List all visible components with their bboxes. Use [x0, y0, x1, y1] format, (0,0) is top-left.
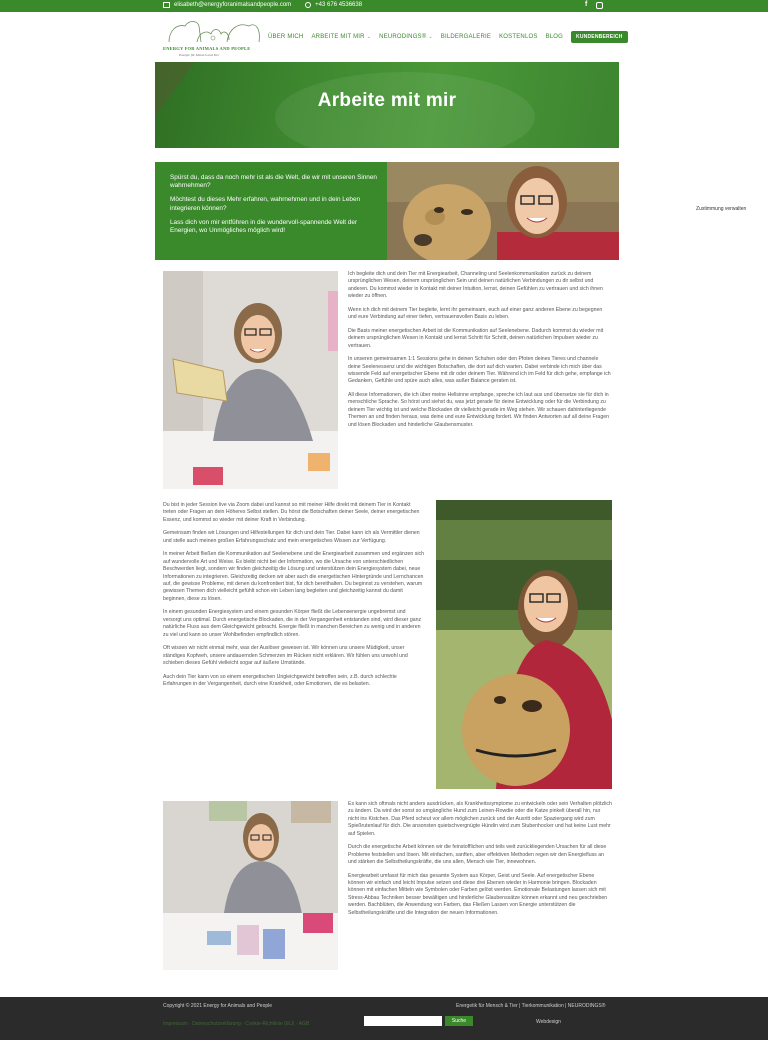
main-nav [268, 31, 628, 43]
facebook-icon[interactable]: f [585, 1, 588, 8]
nav-item-ueber-mich[interactable]: ÜBER MICH [268, 34, 304, 40]
body-paragraph: In einem gesunden Energiesystem und einem gesunden Körper fließt die Lebensenergie ungebremst und versorgt uns optimal. Durch energetische Blockaden, die in der Vergangenheit entstanden sind, wird dieser ganz natürliche Fluss aus dem Gleichgewicht gebracht. Energie fließt in manchen Bereichen zu wenig und in anderen zu viel und kann so unser Wohlbefinden empfindlich stören. [163, 609, 422, 638]
intro-photo-woman-dog [387, 162, 619, 260]
body-paragraph: Auch dein Tier kann von so einem energetischen Ungleichgewicht betroffen sein, z.B. durch schlechte Erfahrungen in der Vergangenheit, durch eine Krankheit, oder Emotionen, die es belasten. [163, 673, 397, 688]
search-input[interactable] [364, 1016, 442, 1026]
nav-item-neurodings[interactable] [379, 34, 433, 40]
body-paragraph: Ich begleite dich und dein Tier mit Energiearbeit, Channeling und Seelenkommunikation zurück zu deinem ursprünglichen Wesen, deinem ursprünglichen Sein und deinen natürlichen Verbindungen zu dir selbst und anderen. Du kommst wieder in Kontakt mit deiner Intuition, lernst, deinen Gefühlen zu vertrauen und sich ihnen wieder zu öffnen. [348, 271, 603, 300]
nav-item-bildergalerie[interactable]: BILDERGALERIE [440, 34, 492, 40]
section-3-text [348, 801, 612, 923]
body-paragraph: Wenn ich dich mit deinem Tier begleite, lernt ihr gemeinsam, euch auf einer ganz anderen Ebene zu begegnen und eure Verbindung auf einer tiefen, vertrauensvollen Basis zu leben. [348, 306, 603, 321]
body-paragraph: Du bist in jeder Session live via Zoom dabei und kannst so mit meiner Hilfe direkt mit deinem Tier in Kontakt treten oder Fragen an dein Höheres Selbst stellen. Du hörst die Botschaften deiner Seele, deiner energetischen Essenz, und kommst so wieder mit deiner Kraft in Verbindung. [163, 502, 420, 523]
legal-links[interactable]: Impressum · Datenschutzerklärung · Cookie-Richtlinie (EU) · AGB [163, 1021, 310, 1027]
copyright-text: Copyright © 2021 Energy for Animals and People [163, 1003, 273, 1009]
body-paragraph: Die Basis meiner energetischen Arbeit ist die Kommunikation auf Seelenebene. Dadurch kommst du wieder mit deinem ursprünglichen Wesen in Kontakt und lernst Schritt für Schritt, deinen natürlichen Impulsen wieder zu vertrauen. [348, 327, 604, 349]
footer-links[interactable]: Energetik für Mensch & Tier | Tierkommunikation | NEURODINGS® [456, 1003, 606, 1009]
body-paragraph: In unseren gemeinsamen 1:1 Sessions gehe in deinen Schuhen oder den Pfoten deines Tieres und channele deine Seelenessenz und die wichtigen Botschaften, die dort auf dich warten. Dabei verbinde ich mich über das wissende Feld auf energetischer Ebene mit dir oder deinem Tier. Während ich im Feld für dich gehe, empfange ich Gedanken, Gefühle und spüre auch alles, was außer Balance geraten ist. [348, 356, 611, 385]
body-paragraph: All diese Informationen, die ich über meine Hellsinne empfange, spreche ich laut aus und übersetze sie für dich in menschliche Sprache. So hörst und siehst du, was jetzt gerade für deine Entwicklung oder für die Verbindung zu deinem Tier wichtig ist und welche Blockaden dir vielleicht gerade im Weg stehen. Wir schauen dahinterliegende Themen an und finden heraus, was deine und eure Entwicklung fordert. Wir finden Antworten auf all deine Fragen und lösen Blockaden und hinderliche Glaubensmuster. [348, 392, 609, 428]
body-paragraph: Durch die energetische Arbeit können wir die feinstofflichen und teils weit zurückliegenden Ursachen für all diese Probleme feststellen und lösen. Mit einfachen, sanften, aber effektiven Methoden regen wir den Energiefluss an und stärken die Selbstheilungskräfte, die uns allen, Mensch wie Tier, innewohnen. [348, 844, 607, 866]
intro-paragraph: Spürst du, dass da noch mehr ist als die Welt, die wir mit unseren Sinnen wahrnehmen? [170, 174, 377, 190]
nav-item-blog[interactable]: BLOG [545, 34, 564, 40]
instagram-icon[interactable] [596, 2, 603, 9]
social-links [585, 1, 603, 9]
nav-label: ARBEITE MIT MIR [311, 34, 365, 40]
intro-photo-illustration [387, 162, 619, 260]
phone-link[interactable]: +43 676 4536638 [315, 2, 363, 8]
intro-block [155, 162, 619, 260]
photo-woman-with-cards-table [163, 801, 338, 970]
photo-illustration [163, 801, 338, 970]
nav-label: NEURODINGS® [379, 34, 427, 40]
body-paragraph: Gemeinsam finden wir Lösungen und Hilfestellungen für dich und dein Tier. Dabei kann ich als Vermittler dienen und stelle auch meinen großen Erfahrungsschatz und mein energetisches Wissen zur Verfügung. [163, 530, 420, 544]
mail-icon [163, 2, 170, 8]
intro-text [170, 174, 380, 241]
contact-info [163, 2, 362, 8]
logo-animals-icon [163, 16, 265, 46]
site-footer [0, 997, 768, 1040]
photo-woman-with-dog-outdoors [436, 500, 612, 789]
photo-illustration [436, 500, 612, 789]
section-2-text [163, 502, 425, 695]
nav-item-arbeite-mit-mir[interactable] [311, 34, 371, 40]
photo-woman-reading-cards [163, 271, 338, 489]
body-paragraph: Energiearbeit umfasst für mich das gesamte System aus Körper, Geist und Seele. Auf energetischer Ebene können wir einfach und leicht Impulse setzen und diese drei Ebenen wieder in Harmonie bringen. Blockaden können mit einfachen Mitteln wie Symbolen oder Farben gelöst werden. Emotionale Belastungen lassen sich mit Stress-Abbau Techniken besser bewältigen und hinderliche Glaubenssätze können erkannt und neu geschrieben werden. Bachblüten, die Anwendung von Farben, das Fließen Lassen von Energie unterstützen die Selbstheilungskräfte und die Integration der neuen Informationen. [348, 872, 608, 916]
email-link[interactable]: elisabeth@energyforanimalsandpeople.com [174, 2, 292, 8]
search-button[interactable]: Suche [445, 1016, 473, 1026]
intro-paragraph: Lass dich von mir entführen in die wundervoll-spannende Welt der Energien, wo Unmögliches möglich wird! [170, 218, 358, 235]
webdesign-credit[interactable]: Webdesign [536, 1019, 561, 1025]
chevron-down-icon: ⌄ [428, 34, 433, 40]
hero-banner [155, 62, 619, 148]
intro-paragraph: Möchtest du dieses Mehr erfahren, wahrnehmen und in dein Leben integrieren können? [170, 196, 361, 212]
body-paragraph: Es kann sich oftmals nicht anders ausdrücken, als Krankheitssymptome zu entwickeln oder sein Verhalten plötzlich zu ändern. Da wird der sonst so umgängliche Hund zum Leinen-Rowdie oder die Katze pinkelt überall hin, nur nicht ins Kistchen. Das Pferd scheut vor allem möglichen zurück und der Ausritt oder Spaziergang wird zum Spießrutenlauf für dich. Die ansonsten quietschvergnügte Hündin wird zum Stubenhocker und hat keine Lust mehr auf Spielen. [348, 801, 612, 837]
section-1-text [348, 271, 612, 435]
kundenbereich-button[interactable]: KUNDENBEREICH [571, 31, 628, 43]
logo-tagline: Energie für Mensch und Tier [179, 53, 220, 57]
body-paragraph: Oft wissen wir nicht einmal mehr, was der Auslöser gewesen ist. Wir können uns unsere Müdigkeit, unser ständiges Kopfweh, unsere andauernden Schmerzen im Rücken nicht erklären. Wir fühlen uns unwohl und schieben dieses Gefühl vielleicht sogar auf äußere Umstände. [163, 645, 408, 667]
photo-illustration [163, 271, 338, 489]
top-bar [0, 0, 768, 12]
page-title: Arbeite mit mir [317, 90, 457, 111]
site-logo[interactable] [163, 16, 265, 58]
phone-icon [305, 2, 311, 8]
logo-name: ENERGY FOR ANIMALS AND PEOPLE [163, 46, 251, 51]
nav-item-kostenlos[interactable]: KOSTENLOS [499, 34, 538, 40]
consent-manage-link[interactable]: Zustimmung verwalten [696, 206, 747, 212]
chevron-down-icon: ⌄ [366, 34, 372, 40]
body-paragraph: In meiner Arbeit fließen die Kommunikation auf Seelenebene und die Energiearbeit zusammen und ergänzen sich auf wundervolle Art und Weise. Es bleibt nicht bei der Information, wo die Ursache von unterschiedlichen Beschwerden liegt, sondern wir finden gleichzeitig die Lösung und unterstützen dein Energiesystem dabei, neue Informationen zu integrieren. Gleichzeitig decken wir aber auch die energetischen Hintergründe und Lernchancen auf, die gewisse Probleme, mit denen du konfrontiert bist, für dich bereithalten. Du beginnst zu verstehen, warum gewissen Themen dich vielleicht gefühlt schon ein Leben lang begleiten und gleichzeitig kannst du damit beginnen, diese zu lösen. [163, 551, 424, 602]
